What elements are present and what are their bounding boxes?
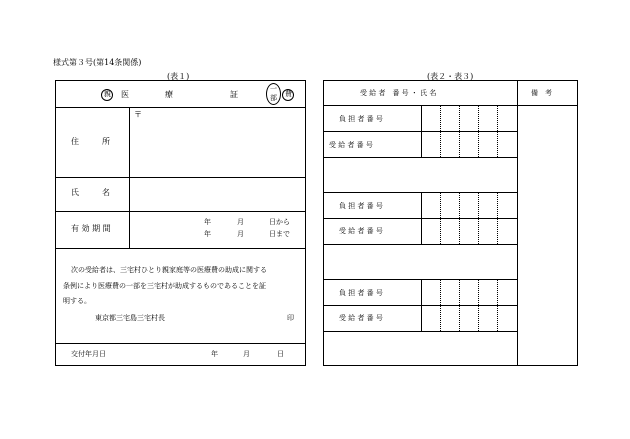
header-recipient-number-name: 受 給 者 番 号 ・ 氏 名 [360, 89, 437, 97]
certification-line-2: 条例により医療費の一部を三宅村が助成するものであることを証 [63, 282, 266, 290]
validity-to-day: 日まで [269, 230, 290, 238]
address-label-1: 住 [71, 137, 79, 146]
validity-from-month: 月 [237, 218, 244, 226]
title-char-1: 医 [121, 90, 129, 99]
recipient-number-label-1: 受 給 者 番 号 [329, 141, 373, 149]
burden-number-label-3: 負 担 者 番 号 [339, 289, 383, 297]
burden-number-label-1: 負 担 者 番 号 [339, 115, 383, 123]
validity-to-month: 月 [237, 230, 244, 238]
title-char-3: 証 [230, 90, 238, 99]
seal-mark: 印 [287, 314, 294, 322]
postal-mark: 〒 [134, 110, 142, 119]
card1-caption: (表１) [167, 72, 190, 81]
recipient-number-label-3: 受 給 者 番 号 [339, 314, 383, 322]
title-circled-char: 親 [104, 90, 111, 98]
header-remarks: 備 考 [531, 89, 552, 97]
validity-label: 有 効 期 間 [71, 224, 111, 233]
issue-date-month: 月 [243, 350, 250, 358]
issue-date-year: 年 [211, 350, 218, 358]
title-circled-char-2: 費 [285, 90, 292, 98]
ichibu-char-1: 一 [270, 85, 277, 93]
name-label-2: 名 [102, 188, 110, 197]
burden-number-label-2: 負 担 者 番 号 [339, 202, 383, 210]
validity-from-year: 年 [204, 218, 211, 226]
validity-from-day: 日から [269, 218, 290, 226]
issuer-name: 東京都三宅島三宅村長 [95, 314, 165, 322]
name-label-1: 氏 [71, 188, 79, 197]
recipient-number-label-2: 受 給 者 番 号 [339, 227, 383, 235]
issue-date-label: 交付年月日 [71, 350, 106, 358]
address-label-2: 所 [102, 137, 110, 146]
certification-line-3: 明する。 [63, 297, 91, 305]
issue-date-day: 日 [277, 350, 284, 358]
validity-to-year: 年 [204, 230, 211, 238]
card2-caption: (表２・表３) [427, 72, 474, 81]
title-char-2: 療 [165, 90, 173, 99]
certification-line-1: 次の受給者は、三宅村ひとり親家庭等の医療費の助成に関する [71, 266, 267, 274]
ichibu-char-2: 部 [270, 94, 277, 102]
form-number: 様式第３号(第14条関係) [53, 58, 142, 67]
